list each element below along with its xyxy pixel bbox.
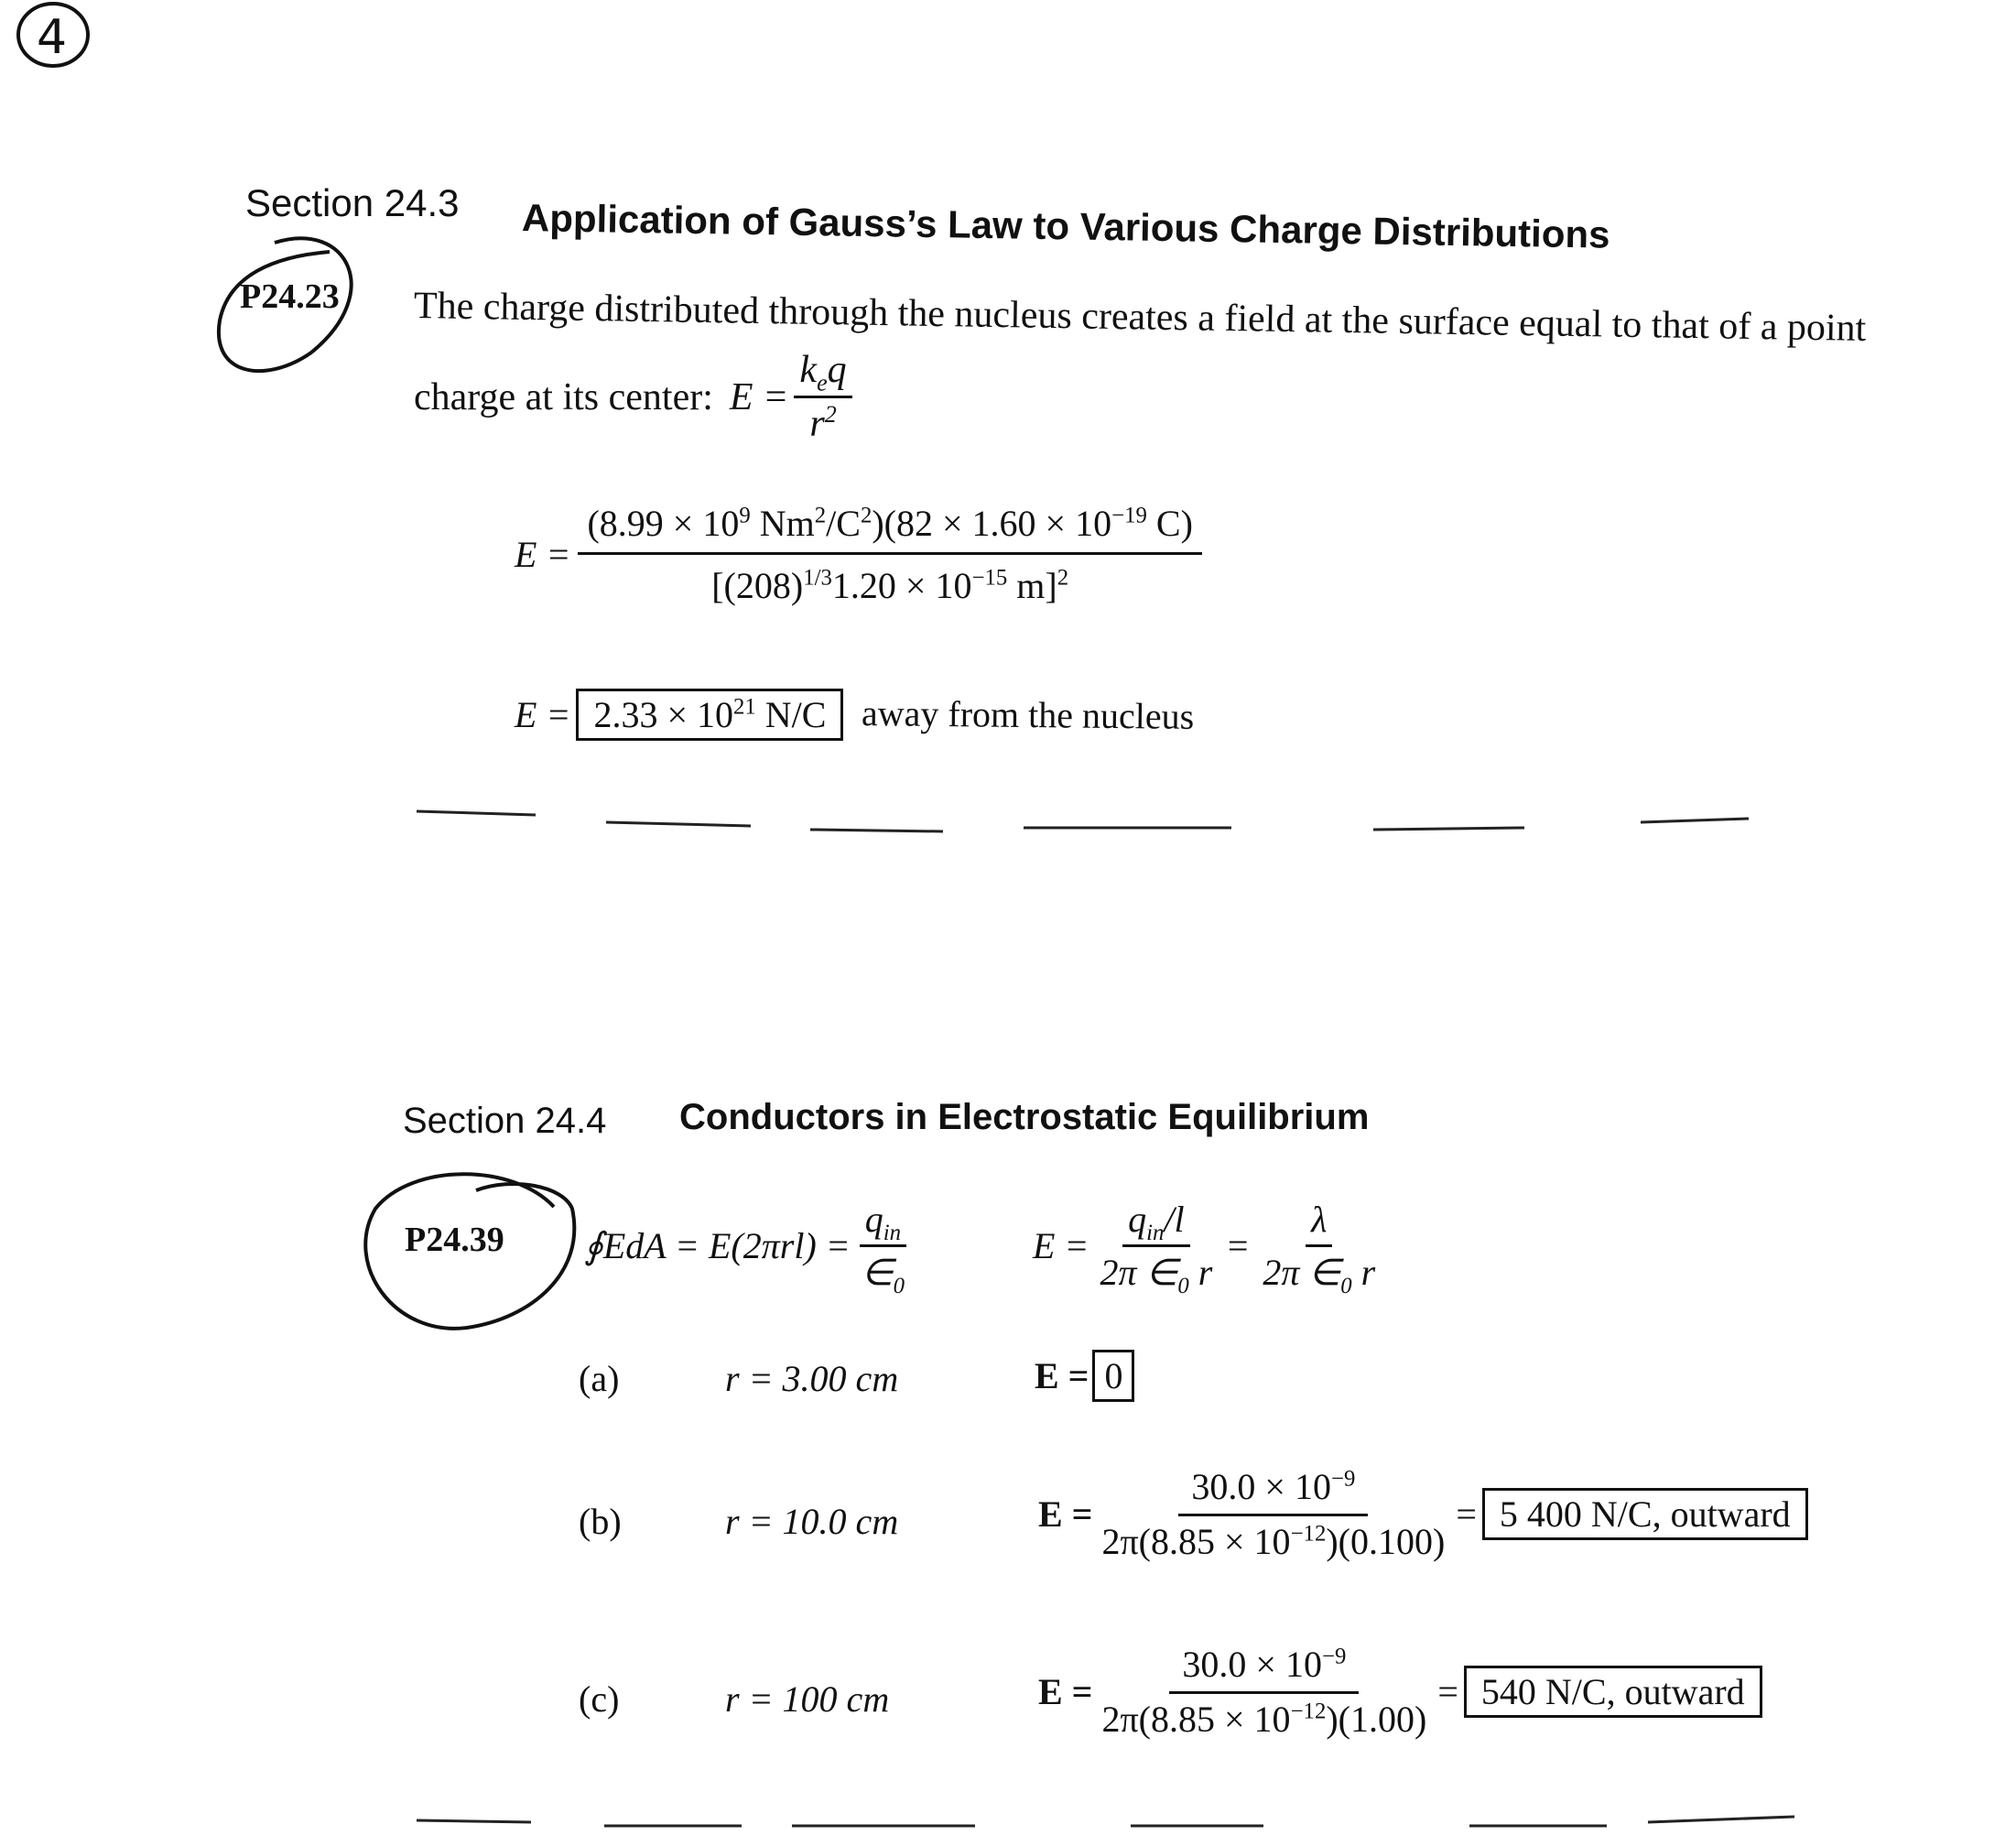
equation-fraction: $\frac{(8.99 \times 10^9 Nm^2/C^2)(82 \times 1.60 \times 10^{-19} C)}{[(208)^{1/3}1.20 \times 10^{-15} m]^2}$ (578, 502, 1201, 607)
field-equation (515, 502, 1202, 607)
part-b-fraction: $\frac{30.0 \times 10^{-9}}{2\pi(8.85 \times 10^{-12})(0.100)}$ (1101, 1466, 1446, 1562)
part-c-radius: r = 100 cm (725, 1678, 890, 1720)
part-b-result (1038, 1465, 1808, 1563)
result-note: away from the nucleus (862, 692, 1195, 737)
field-expression (1033, 1198, 1381, 1298)
part-b-label: (b) (579, 1501, 622, 1542)
section-number: Section 24.3 (245, 181, 460, 224)
result-lhs: E = (515, 694, 571, 735)
part-c-answer: 540 N/C, outward (1464, 1666, 1762, 1718)
section-number-2: Section 24.4 (403, 1101, 607, 1141)
part-a-answer: 0 (1092, 1350, 1134, 1402)
body-text-line1: The charge distributed through the nucleus creates a field at the surface equal to that of a point (413, 285, 1867, 350)
part-c-result (1038, 1643, 1762, 1741)
part-a-radius: r = 3.00 cm (725, 1358, 899, 1399)
problem-id-2: P24.39 (405, 1221, 504, 1259)
field-fraction-1: $\frac{q_{in}/l}{2\pi \in_0 r}$ (1100, 1199, 1213, 1298)
field-fraction-2: $\frac{\lambda}{2\pi \in_0 r}$ (1263, 1199, 1376, 1298)
result-box: $2.33 \times 10^{21}$ N/C (576, 689, 843, 741)
gauss-equation (584, 1198, 910, 1298)
part-b-radius: r = 10.0 cm (725, 1501, 899, 1542)
page-marker-text: 4 (37, 10, 68, 65)
result-line (515, 689, 1195, 741)
problem-id: P24.23 (240, 277, 340, 316)
part-c-lhs: E = (1038, 1671, 1093, 1712)
section-title-2: Conductors in Electrostatic Equilibrium (679, 1097, 1370, 1137)
part-c-fraction: $\frac{30.0 \times 10^{-9}}{2\pi(8.85 \times 10^{-12})(1.00)}$ (1101, 1644, 1427, 1740)
body-text-line2 (414, 348, 852, 446)
body-text-line2-label: charge at its center: (414, 375, 713, 418)
section-title: Application of Gauss’s Law to Various Charge Distributions (521, 196, 1610, 256)
equation-lhs: E = (515, 534, 571, 575)
part-b-lhs: E = (1038, 1493, 1093, 1535)
part-a-result (1035, 1350, 1134, 1402)
field-equals: = (1225, 1225, 1251, 1266)
gauss-lhs: ∮EdA = E(2πrl) = (584, 1225, 851, 1266)
field-lhs: E = (1033, 1225, 1089, 1266)
part-a-label: (a) (579, 1358, 620, 1399)
gauss-fraction: $\frac{q_{in}}{\in_0}$ (856, 1198, 910, 1294)
part-a-lhs: E = (1035, 1355, 1089, 1396)
coulomb-formula: $\frac{k_eq}{r^2}$ (794, 348, 851, 446)
part-b-answer: 5 400 N/C, outward (1482, 1488, 1808, 1540)
formula-lhs: E = (729, 375, 789, 418)
part-b-equals: = (1456, 1493, 1477, 1535)
part-c-equals: = (1437, 1671, 1458, 1712)
page-marker (9, 0, 101, 73)
part-c-label: (c) (579, 1678, 620, 1720)
